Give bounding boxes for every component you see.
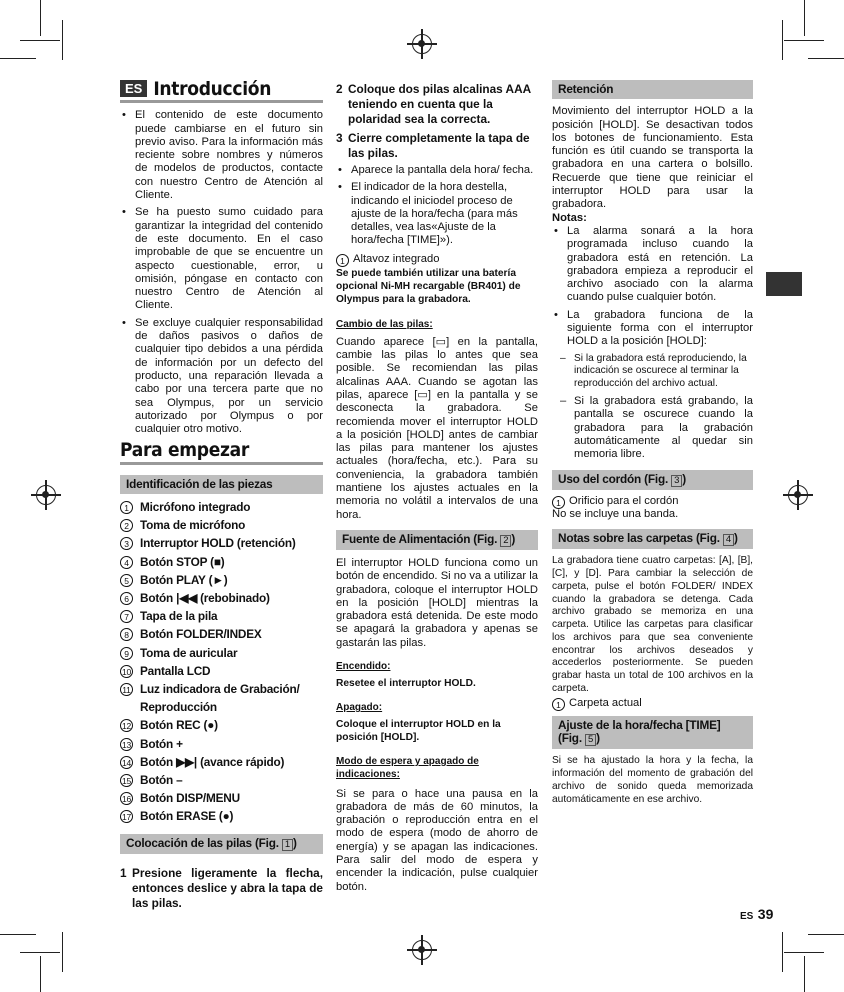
paragraph: El interruptor HOLD funciona como un botón de encendido. Si no va a utilizar la grabadora, coloque el interruptor HOLD en la posición [HOLD] mientras la grabadora está detenida. De este modo se apagará la grabadora y apenas se gastarán las pilas. xyxy=(336,556,538,649)
part-item xyxy=(120,753,323,771)
part-number: 7 xyxy=(120,610,133,623)
part-label: Botón ▶▶| (avance rápido) xyxy=(140,754,285,769)
parts-list xyxy=(120,498,323,826)
crop-mark xyxy=(62,932,63,972)
paragraph: La grabadora tiene cuatro carpetas: [A], [B], [C], y [D]. Para cambiar la selección de carpeta, pulse el botón FOLDER/ INDEX cuando la grabadora se detenga. Cada archivo grabado se memoriza en una carpeta. Utilice las carpetas para clasificar los archivos para que sea conveniente encontrar los archivos deseados y accederlos posteriormente. Se pueden grabar hasta un total de 100 archivos en la carpeta. xyxy=(552,555,753,695)
part-item xyxy=(120,534,323,552)
callout-item xyxy=(336,252,538,266)
crop-mark xyxy=(40,956,41,992)
part-number: 13 xyxy=(121,739,132,750)
crop-mark xyxy=(0,58,36,59)
part-number: 5 xyxy=(120,574,133,587)
step-1 xyxy=(120,866,323,911)
list-item: • La grabadora funciona de la siguiente forma con el interruptor HOLD a la posición [HOLD]: xyxy=(552,309,753,349)
callout-text: Carpeta actual xyxy=(569,696,642,709)
part-number: 8 xyxy=(120,628,133,641)
part-number: 15 xyxy=(121,776,132,787)
language-badge: ES xyxy=(120,80,147,97)
step-number: 2 xyxy=(336,82,343,96)
part-number: 6 xyxy=(120,592,133,605)
part-item xyxy=(120,735,323,753)
part-item xyxy=(120,789,323,807)
part-number: 2 xyxy=(120,519,133,532)
part-label: Botón |◀◀ (rebobinado) xyxy=(140,591,270,606)
crop-mark xyxy=(808,58,844,59)
battery-header: Colocación de las pilas (Fig. 1 ) xyxy=(120,834,323,854)
part-label: Toma de auricular xyxy=(140,645,238,660)
part-label: Luz indicadora de Grabación/ Reproducción xyxy=(140,682,300,715)
step-2 xyxy=(336,82,538,127)
crop-mark xyxy=(20,952,60,953)
part-label: Interruptor HOLD (retención) xyxy=(140,536,296,551)
registration-mark-icon xyxy=(36,485,56,505)
part-item xyxy=(120,553,323,571)
column-1 xyxy=(120,80,323,911)
list-item: • La alarma sonará a la hora programada incluso cuando la grabadora está en retención. La grabadora empieza a reproducir el archivo asociado con la alarma cuando pulse cualquier botón. xyxy=(552,225,753,305)
figure-ref: 1 xyxy=(282,839,293,851)
part-number: 12 xyxy=(121,721,132,732)
crop-mark xyxy=(0,934,36,935)
subheading: Apagado: xyxy=(336,702,383,714)
crop-mark xyxy=(782,20,783,60)
paragraph: Si se para o hace una pausa en la grabadora de más de 60 minutos, la grabación o reproducción entra en el modo de espera (modo de ahorro de energía) y se apagan las indicaciones. Para salir del modo de espera y encender la indicación, pulse cualquier botón. xyxy=(336,787,538,893)
notes-list xyxy=(552,225,753,349)
part-item xyxy=(120,625,323,643)
figure-ref: 2 xyxy=(500,535,511,547)
subheading: Cambio de las pilas: xyxy=(336,319,433,331)
part-label: Botón PLAY (►) xyxy=(140,572,228,587)
time-header-label: Ajuste de la hora/fecha [TIME] (Fig. xyxy=(558,718,721,746)
strap-header-label: Uso del cordón (Fig. xyxy=(558,471,669,486)
crop-mark xyxy=(804,0,805,36)
step-number: 3 xyxy=(336,131,343,145)
figure-ref: 5 xyxy=(585,734,596,746)
battery-header-label: Colocación de las pilas (Fig. xyxy=(126,835,279,850)
crop-mark xyxy=(782,932,783,972)
callout-text: Altavoz integrado xyxy=(353,252,440,265)
part-number: 9 xyxy=(120,647,133,660)
part-number: 3 xyxy=(120,537,133,550)
step-3 xyxy=(336,131,538,161)
step-number: 1 xyxy=(120,865,127,880)
parts-header: Identificación de las piezas xyxy=(120,475,323,494)
callout-number: 1 xyxy=(552,496,565,509)
intro-heading xyxy=(120,80,323,103)
power-header: Fuente de Alimentación (Fig. 2 ) xyxy=(336,530,538,550)
step-text: Presione ligeramente la flecha, entonces deslice y abra la tapa de las pilas. xyxy=(132,865,323,910)
crop-mark xyxy=(804,956,805,992)
part-number: 1 xyxy=(120,501,133,514)
step-text: Coloque dos pilas alcalinas AAA teniendo en cuenta que la polaridad sea la correcta. xyxy=(348,82,531,126)
list-item: • El contenido de este documento puede cambiarse en el futuro sin previo aviso. Para la información más reciente sobre nombres y números de modelos de productos, contacte con nuestro Centro de Atención al Cliente. xyxy=(120,109,323,202)
part-label: Botón ERASE (●) xyxy=(140,809,234,824)
part-item xyxy=(120,662,323,680)
part-label: Pantalla LCD xyxy=(140,663,211,678)
hold-header: Retención xyxy=(552,80,753,99)
list-item: • Aparece la pantalla dela hora/ fecha. xyxy=(336,164,538,177)
instruction: Resetee el interruptor HOLD. xyxy=(336,678,476,690)
folder-header: Notas sobre las carpetas (Fig. 4 ) xyxy=(552,529,753,549)
strap-header: Uso del cordón (Fig. 3 ) xyxy=(552,470,753,490)
part-item xyxy=(120,516,323,534)
registration-mark-icon xyxy=(412,940,432,960)
figure-ref: 4 xyxy=(723,534,734,546)
step-text: Cierre completamente la tapa de las pilas. xyxy=(348,131,530,160)
part-item xyxy=(120,607,323,625)
callout-number: 1 xyxy=(552,698,565,711)
list-item: • El indicador de la hora destella, indicando el iniciodel proceso de ajuste de la hora/fecha (para más detalles, vea las«Ajuste de la hora/fecha [TIME]»). xyxy=(336,181,538,247)
part-item xyxy=(120,716,323,734)
part-label: Toma de micrófono xyxy=(140,518,246,533)
part-item xyxy=(120,644,323,662)
page-num: 39 xyxy=(757,906,774,922)
column-3 xyxy=(552,80,753,807)
part-item xyxy=(120,807,323,825)
paragraph: Movimiento del interruptor HOLD a la posición [HOLD]. Se desactivan todos los botones de funcionamiento. Esta función es útil cuando se transporta la grabadora en una cartera o bolsillo. Recuerde que tiene que reiniciar el interruptor HOLD para usar la grabadora. xyxy=(552,105,753,211)
section-tab xyxy=(766,272,802,296)
crop-mark xyxy=(808,934,844,935)
part-item xyxy=(120,680,323,716)
part-number: 16 xyxy=(121,794,132,805)
part-label: Tapa de la pila xyxy=(140,609,218,624)
folder-header-label: Notas sobre las carpetas (Fig. xyxy=(558,531,720,546)
ni-mh-note: Se puede también utilizar una batería opcional Ni-MH recargable (BR401) de Olympus para la grabadora. xyxy=(336,268,521,305)
part-number: 10 xyxy=(121,666,132,677)
part-item xyxy=(120,771,323,789)
part-item xyxy=(120,589,323,607)
crop-mark xyxy=(62,20,63,60)
paragraph: Si se ha ajustado la hora y la fecha, la información del momento de grabación del archivo de sonido queda memorizada automáticamente en ese archivo. xyxy=(552,755,753,805)
part-label: Botón – xyxy=(140,773,183,788)
part-label: Botón STOP (■) xyxy=(140,554,225,569)
page-title: Introducción xyxy=(153,78,272,100)
list-item: • Se excluye cualquier responsabilidad de daños pasivos o daños de cualquier tipo debidos a una pérdida de información por un defecto del producto, una reparación llevada a cabo por una tercera parte que no sea Olympus, por un servicio autorizado por Olympus o por cualquier otro motivo. xyxy=(120,317,323,437)
step3-list xyxy=(336,164,538,248)
column-2 xyxy=(336,82,538,894)
crop-mark xyxy=(784,952,824,953)
callout-item xyxy=(552,494,753,508)
crop-mark xyxy=(20,40,60,41)
list-item: • Se ha puesto sumo cuidado para garantizar la integridad del contenido de este documento. En el caso improbable de que se encuentre un aspecto cuestionable, error, u omisión, póngase en contacto con nuestro Centro de Atención al Cliente. xyxy=(120,206,323,312)
registration-mark-icon xyxy=(412,34,432,54)
part-label: Micrófono integrado xyxy=(140,500,251,515)
list-item: – Si la grabadora está grabando, la pantalla se oscurece cuando la grabadora para la grabación automáticamente al quedar sin memoria libre. xyxy=(552,395,753,461)
part-label: Botón REC (●) xyxy=(140,718,218,733)
callout-text: Orificio para el cordón xyxy=(569,494,679,507)
intro-list xyxy=(120,109,323,436)
subheading: Modo de espera y apagado de indicaciones: xyxy=(336,755,479,781)
page-lang: ES xyxy=(740,911,754,922)
subheading: Encendido: xyxy=(336,661,391,672)
callout-item xyxy=(552,696,753,710)
page-number xyxy=(740,906,773,924)
getting-started-heading xyxy=(120,439,323,464)
crop-mark xyxy=(40,0,41,36)
time-header: Ajuste de la hora/fecha [TIME] (Fig. 5 ) xyxy=(552,716,753,749)
part-label: Botón FOLDER/INDEX xyxy=(140,627,262,642)
part-item xyxy=(120,498,323,516)
part-label: Botón DISP/MENU xyxy=(140,791,240,806)
list-item: – Si la grabadora está reproduciendo, la indicación se oscurece al terminar la reproducción del archivo actual. xyxy=(552,353,753,391)
registration-mark-icon xyxy=(788,485,808,505)
part-label: Botón + xyxy=(140,736,183,751)
crop-mark xyxy=(784,40,824,41)
instruction: Coloque el interruptor HOLD en la posición [HOLD]. xyxy=(336,719,501,744)
callout-number: 1 xyxy=(336,254,349,267)
part-number: 17 xyxy=(121,812,132,823)
figure-ref: 3 xyxy=(671,475,682,487)
part-number: 4 xyxy=(120,556,133,569)
notes-label: Notas: xyxy=(552,211,587,224)
part-number: 11 xyxy=(120,683,133,696)
part-item xyxy=(120,571,323,589)
part-number: 14 xyxy=(121,757,132,768)
dash-list xyxy=(552,353,753,462)
power-header-label: Fuente de Alimentación (Fig. xyxy=(342,531,498,546)
section-title: Para empezar xyxy=(120,439,250,462)
paragraph: No se incluye una banda. xyxy=(552,507,679,520)
paragraph: Cuando aparece [▭] en la pantalla, cambie las pilas lo antes que sea posible. Se recomiendan las pilas alcalinas AAA. Cuando se agotan las pilas, aparece [▭] en la pantalla y se desconecta la grabadora. Se recomienda mover el interruptor HOLD a la posición [HOLD] antes de cambiar las pilas para mantener los ajustes actuales (hora/fecha, etc.). Para su conveniencia, la grabadora también mantiene los ajustes actuales en la memoria no volátil a intervalos de una hora. xyxy=(336,335,538,521)
